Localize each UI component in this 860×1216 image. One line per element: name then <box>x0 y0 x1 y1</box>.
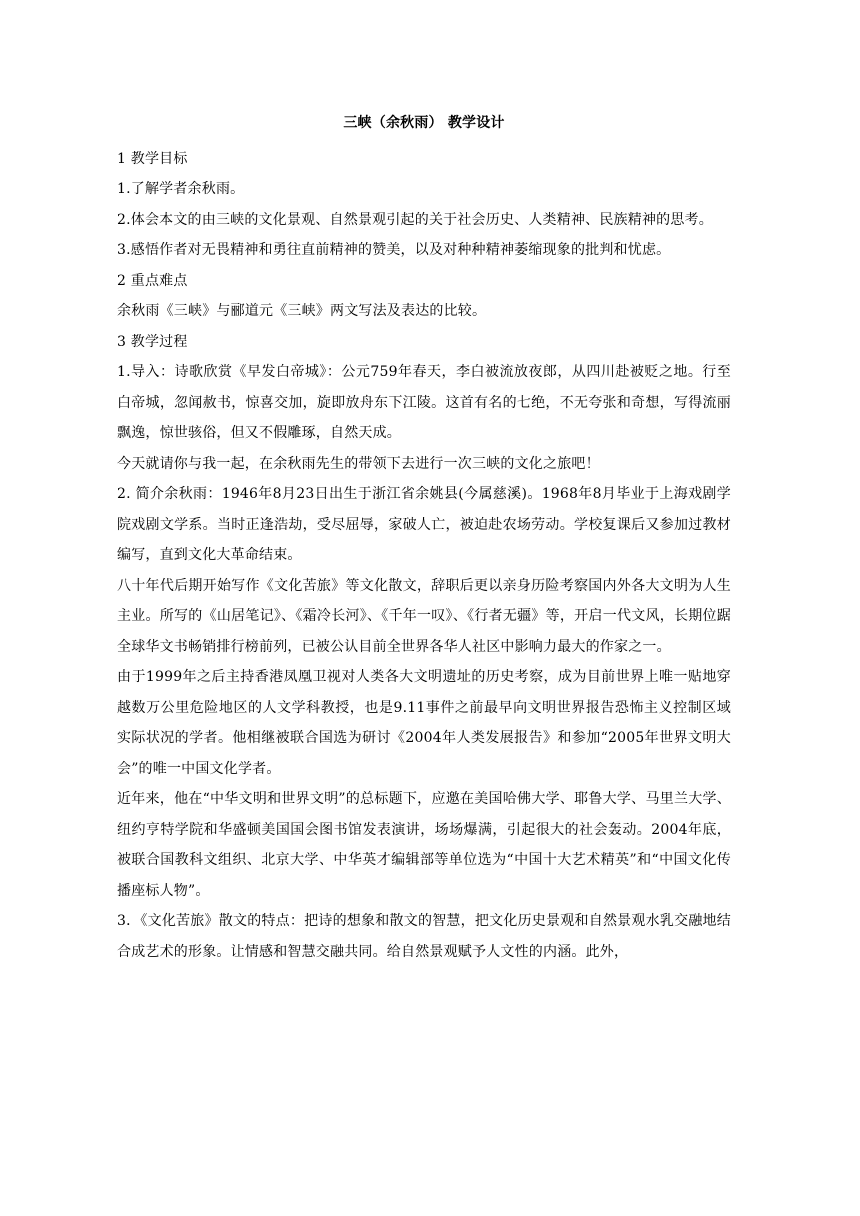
key-points-text: 余秋雨《三峡》与郦道元《三峡》两文写法及表达的比较。 <box>117 303 487 319</box>
goal-item-1: 1.了解学者余秋雨。 <box>117 181 245 197</box>
section-heading-key-points: 2 重点难点 <box>117 272 188 289</box>
essay-features-paragraph: 3．《文化苦旅》散文的特点：把诗的想象和散文的智慧，把文化历史景观和自然景观水乳交融地结合成艺术的形象。让情感和智慧交融共同。给自然景观赋予人文性的内涵。此外， <box>117 913 731 960</box>
author-works-paragraph: 八十年代后期开始写作《文化苦旅》等文化散文，辞职后更以亲身历险考察国内外各大文明为人生主业。所写的《山居笔记》、《霜冷长河》、《千年一叹》、《行者无疆》等，开启一代文风，长期位踞全球华文书畅销排行榜前列，已被公认目前全世界各华人社区中影响力最大的作家之一。 <box>117 577 731 655</box>
document-body <box>117 108 731 967</box>
process-step-intro: 1.导入：诗歌欣赏《早发白帝城》：公元759年春天，李白被流放夜郎，从四川赴被贬之地。行至白帝城，忽闻赦书，惊喜交加，旋即放舟东下江陵。这首有名的七绝，不无夸张和奇想，写得流丽飘逸，惊世骇俗，但又不假雕琢，自然天成。 <box>117 364 731 441</box>
process-intro-followup: 今天就请你与我一起，在余秋雨先生的带领下去进行一次三峡的文化之旅吧！ <box>117 455 600 472</box>
section-heading-goals: 1 教学目标 <box>117 150 188 167</box>
author-bio-paragraph: 2. 简介余秋雨：1946年8月23日出生于浙江省余姚县(今属慈溪)。1968年8月毕业于上海戏剧学院戏剧文学系。当时正逢浩劫，受尽屈辱，家破人亡，被迫赴农场劳动。学校复课后又参加过教材编写，直到文化大革命结束。 <box>117 486 731 563</box>
goal-item-2: 2.体会本文的由三峡的文化景观、自然景观引起的关于社会历史、人类精神、民族精神的思考。 <box>117 211 713 228</box>
goal-item-3: 3.感悟作者对无畏精神和勇往直前精神的赞美，以及对种种精神萎缩现象的批判和忧虑。 <box>117 242 671 258</box>
document-title: 三峡（余秋雨） 教学设计 <box>343 115 505 131</box>
section-heading-process: 3 教学过程 <box>117 333 188 350</box>
author-research-paragraph: 由于1999年之后主持香港凤凰卫视对人类各大文明遗址的历史考察，成为目前世界上唯一贴地穿越数万公里危险地区的人文学科教授，也是9.11事件之前最早向文明世界报告恐怖主义控制区域实际状况的学者。他相继被联合国选为研讨《2004年人类发展报告》和参加“2005年世界文明大会”的唯一中国文化学者。 <box>117 669 731 777</box>
author-recent-paragraph: 近年来，他在“中华文明和世界文明”的总标题下，应邀在美国哈佛大学、耶鲁大学、马里兰大学、纽约亨特学院和华盛顿美国国会图书馆发表演讲，场场爆满，引起很大的社会轰动。2004年底，被联合国教科文组织、北京大学、中华英才编辑部等单位选为“中国十大艺术精英”和“中国文化传播座标人物”。 <box>117 791 731 899</box>
